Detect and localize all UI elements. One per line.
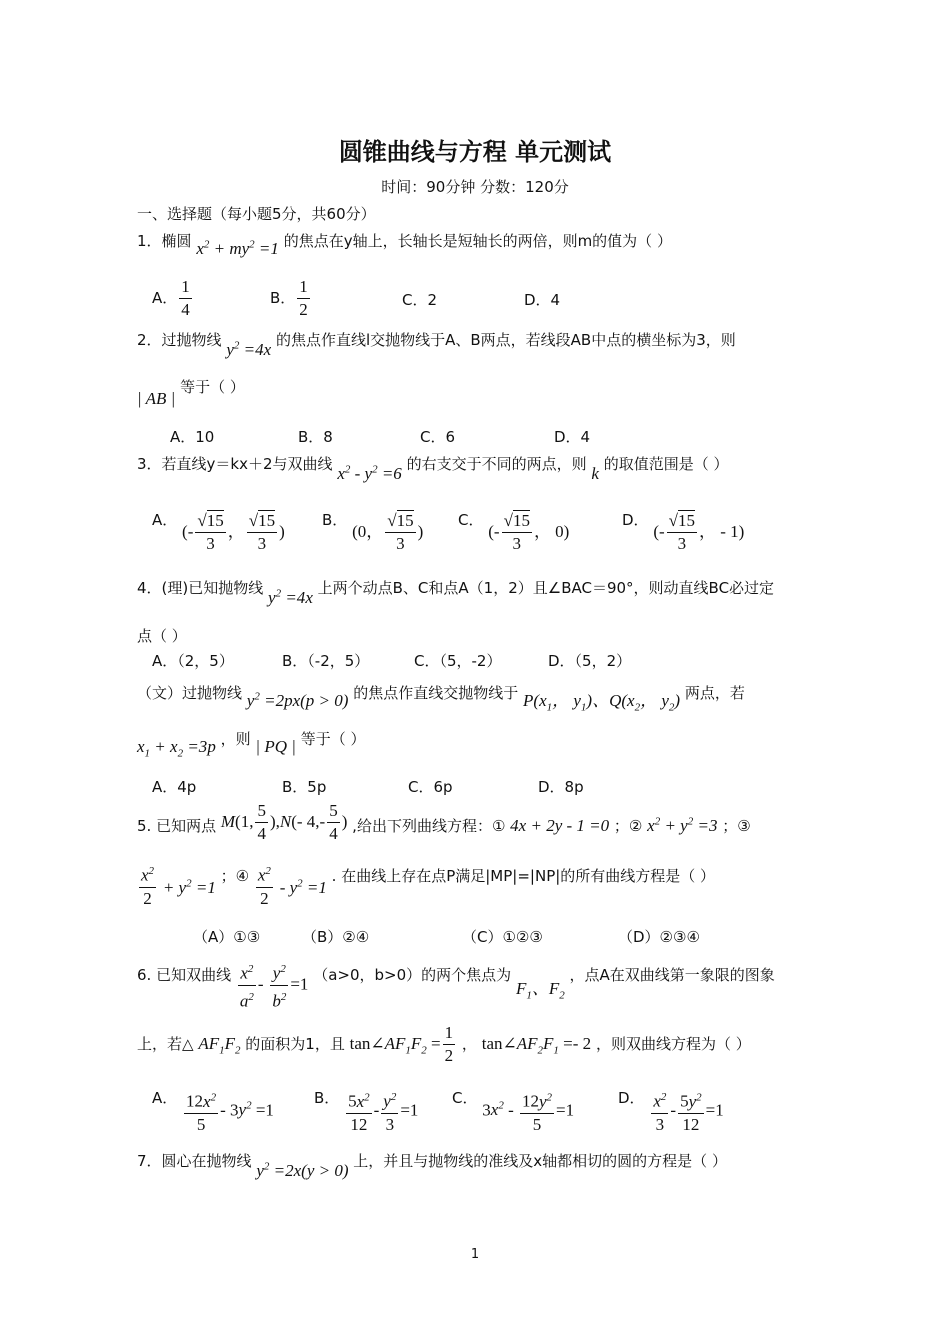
- q4-wen-option-b[interactable]: B．5p: [282, 778, 327, 796]
- question-1: 1．椭圆 $x^2 + my^2 =1$ 的焦点在y轴上，长轴长是短轴长的两倍，则m的值为（ ）: [137, 232, 672, 258]
- page-title: 圆锥曲线与方程 单元测试: [338, 138, 612, 166]
- question-2: 2．过抛物线 $y^2 =4x$ 的焦点作直线l交抛物线于A、B两点，若线段AB中点的横坐标为3，则: [137, 331, 736, 359]
- q3-option-c[interactable]: C． (- $\frac{√15}{3}$ ， 0): [458, 511, 570, 553]
- q1-option-a[interactable]: A． $\frac{1}{4}$: [152, 277, 190, 319]
- q6-option-d[interactable]: D． $\frac{x^2}{3}$ - $\frac{5y^2}{12}$ =1: [618, 1086, 724, 1136]
- page-number: 1: [470, 1247, 480, 1262]
- question-4-wen: （文）过抛物线 $y^2 =2px(p > 0)$ 的焦点作直线交抛物线于 $P(x_1$， $y_1$)、$Q(x_2$， $y_2$) 两点，若: [137, 684, 745, 714]
- q5-option-b[interactable]: （B）②④: [302, 928, 370, 946]
- q1-option-b[interactable]: B． $\frac{1}{2}$: [270, 277, 308, 319]
- q2-option-c[interactable]: C．6: [420, 428, 456, 446]
- q6-option-a[interactable]: A． $\frac{12x^2}{5}$ - $3y^2 =1$: [152, 1086, 274, 1136]
- question-5-cont: $\frac{x^2}{2}$ + $y^2 =1$ ；④ $\frac{x^2}{2}$ - $y^2 =1$ . 在曲线上存在点P满足|MP|=|NP|的所有曲线方程是（ ）: [137, 860, 715, 910]
- question-7: 7．圆心在抛物线 $y^2 =2x(y > 0)$ 上，并且与抛物线的准线及x轴都相切的圆的方程是（ ）: [137, 1152, 727, 1180]
- q3-option-d[interactable]: D． (- $\frac{√15}{3}$ ， - 1): [622, 511, 745, 553]
- q2-option-b[interactable]: B．8: [298, 428, 333, 446]
- q5-option-a[interactable]: （A）①③: [193, 928, 261, 946]
- q6-option-c[interactable]: C． $3x^2$ - $\frac{12y^2}{5}$ =1: [452, 1086, 574, 1136]
- q4-wen-option-a[interactable]: A．4p: [152, 778, 197, 796]
- q2-option-d[interactable]: D．4: [554, 428, 591, 446]
- section-heading: 一、选择题（每小题5分，共60分）: [137, 205, 376, 223]
- question-6-cont: 上，若△ $AF_1F_2$ 的面积为1，且 $\tan\angle AF_1F_2$ = $\frac{1}{2}$ ， $\tan\angle AF_2F_1 =- 2$ ，则双曲线方程为（ ）: [137, 1023, 751, 1065]
- q6-option-b[interactable]: B． $\frac{5x^2}{12}$ - $\frac{y^2}{3}$ =1: [314, 1086, 418, 1136]
- question-4-wen-cont: $x_1 + x_2 =3p$ ，则 | PQ | 等于（ ）: [137, 730, 366, 760]
- q4-option-a[interactable]: A．（2，5）: [152, 652, 234, 670]
- q3-option-b[interactable]: B． (0， $\frac{√15}{3}$ ): [322, 511, 424, 553]
- q1-option-d[interactable]: D．4: [524, 291, 561, 309]
- question-6: 6. 已知双曲线 $\frac{x^2}{a^2}$ - $\frac{y^2}{b^2}$ =1 （a>0，b>0）的两个焦点为 $F_1$、$F_2$ ，点A在双曲线第一象限的图象: [137, 958, 775, 1012]
- q1-option-c[interactable]: C．2: [402, 291, 438, 309]
- q4-option-b[interactable]: B．（-2，5）: [282, 652, 370, 670]
- q4-wen-option-d[interactable]: D．8p: [538, 778, 584, 796]
- question-4-cont: 点（ ）: [137, 627, 187, 645]
- q5-option-d[interactable]: （D）②③④: [618, 928, 700, 946]
- subtitle: 时间：90分钟 分数：120分: [381, 178, 569, 196]
- q4-option-d[interactable]: D．（5，2）: [548, 652, 632, 670]
- question-2-cont: | AB | 等于（ ）: [137, 378, 245, 408]
- q5-option-c[interactable]: （C）①②③: [462, 928, 543, 946]
- q3-option-a[interactable]: A． (- $\frac{√15}{3}$ ， $\frac{√15}{3}$ ): [152, 511, 285, 553]
- q4-option-c[interactable]: C．（5，-2）: [414, 652, 502, 670]
- question-5: 5. 已知两点 M(1, $\frac{5}{4}$ ),N(- 4,- $\frac{5}{4}$ ) ,给出下列曲线方程：① 4x + 2y - 1 =0 ；② $x^2 + y^2 =3$ ；③: [137, 801, 751, 843]
- q2-option-a[interactable]: A．10: [170, 428, 215, 446]
- question-4: 4．(理)已知抛物线 $y^2 =4x$ 上两个动点B、C和点A（1，2）且∠BAC＝90°，则动直线BC必过定: [137, 579, 775, 607]
- q4-wen-option-c[interactable]: C．6p: [408, 778, 453, 796]
- question-3: 3．若直线y＝kx＋2与双曲线 $x^2 - y^2 =6$ 的右支交于不同的两点，则 k 的取值范围是（ ）: [137, 455, 729, 483]
